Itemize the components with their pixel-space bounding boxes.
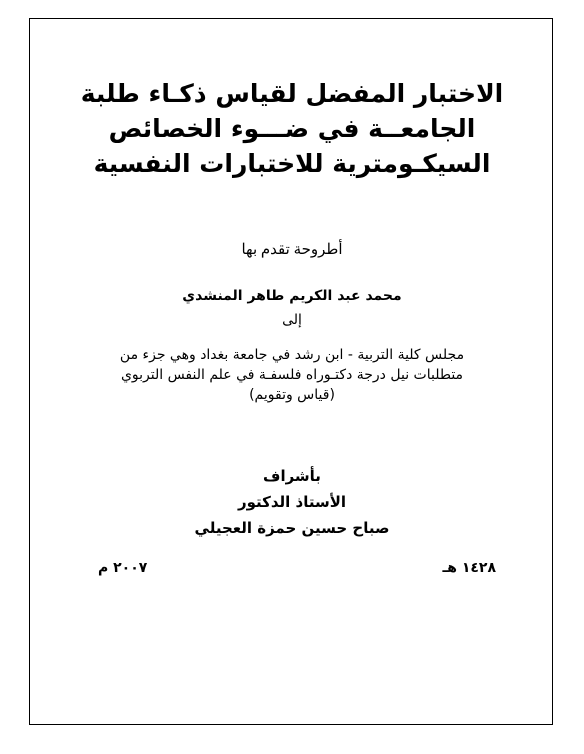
description-line-1: مجلس كلية التربية - ابن رشد في جامعة بغداد وهي جزء من: [119, 347, 465, 363]
supervisor-name: صباح حسين حمزة العجيلي: [194, 519, 390, 537]
description-line-2: متطلبات نيل درجة دكتـوراه فلسفـة في علم النفس التربوي: [120, 367, 464, 383]
gregorian-date: ٢٠٠٧ م: [98, 560, 148, 576]
supervision-label: بأشراف: [263, 467, 321, 485]
title-line-1: الاختبار المفضل لقياس ذكـاء طلبة: [80, 79, 504, 108]
hijri-date: ١٤٢٨ هـ: [442, 560, 496, 576]
supervisor-title: الأستاذ الدكتور: [237, 493, 347, 511]
title-line-3: السيكـومترية للاختبارات النفسية: [93, 149, 491, 178]
author-name: محمد عبد الكريم طاهر المنشدي: [182, 288, 402, 304]
supervision-block: [40, 463, 544, 541]
thesis-title: [40, 76, 544, 181]
title-line-2: الجامعــة في ضـــوء الخصائص: [108, 114, 476, 143]
description-line-3: (قياس وتقويم): [249, 387, 335, 403]
submission-description: [40, 345, 544, 405]
presented-by-label: أطروحة تقدم بها: [241, 242, 343, 258]
to-label: إلى: [282, 312, 302, 328]
